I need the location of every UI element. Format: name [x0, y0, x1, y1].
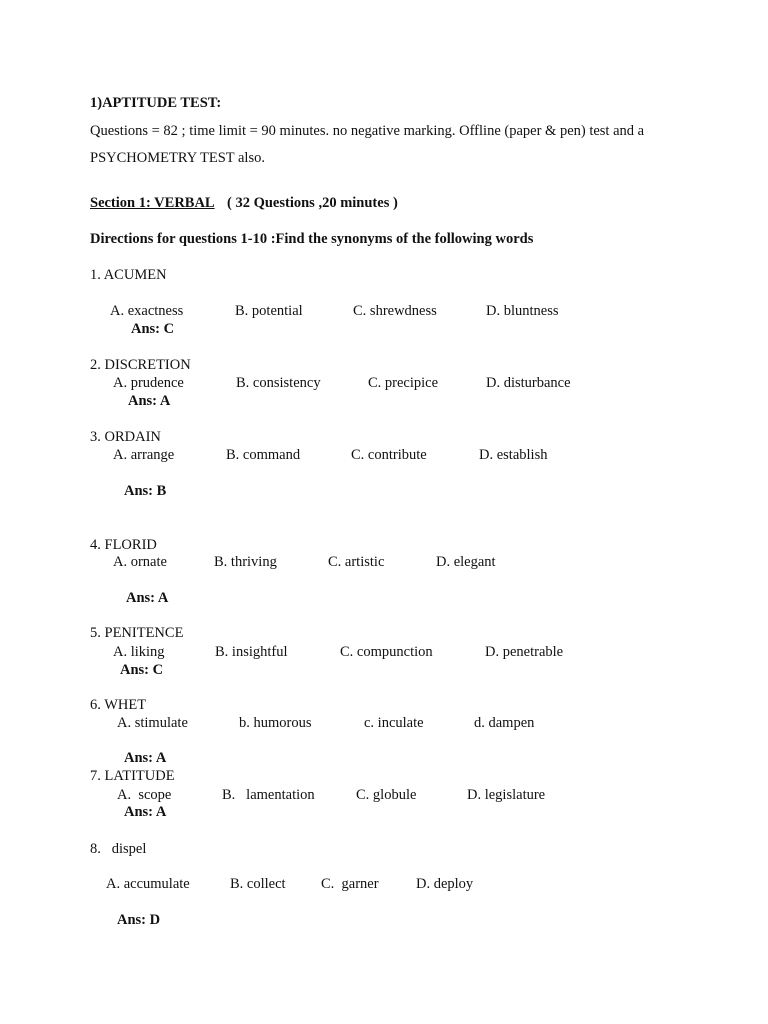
option-c: C. garner	[321, 876, 379, 892]
option-a: A. prudence	[113, 375, 184, 391]
option-b: B. collect	[230, 876, 286, 892]
option-d: d. dampen	[474, 715, 535, 731]
directions: Directions for questions 1-10 :Find the synonyms of the following words	[90, 231, 534, 247]
option-b: B. thriving	[214, 554, 277, 570]
question-word: 8. dispel	[90, 841, 147, 857]
option-d: D. bluntness	[486, 303, 559, 319]
answer: Ans: A	[128, 393, 171, 409]
option-d: D. elegant	[436, 554, 496, 570]
option-d: D. establish	[479, 447, 548, 463]
question-word: 3. ORDAIN	[90, 429, 161, 445]
option-a: A. ornate	[113, 554, 167, 570]
option-c: c. inculate	[364, 715, 424, 731]
option-d: D. legislature	[467, 787, 546, 803]
option-a: A. arrange	[113, 447, 175, 463]
answer: Ans: C	[120, 662, 164, 678]
option-d: D. disturbance	[486, 375, 571, 391]
question-word: 4. FLORID	[90, 537, 157, 553]
option-d: D. deploy	[416, 876, 474, 892]
option-b: b. humorous	[239, 715, 312, 731]
answer: Ans: D	[117, 912, 161, 928]
section-title: Section 1: VERBAL	[90, 195, 215, 211]
option-a: A. accumulate	[106, 876, 190, 892]
intro-line-1: Questions = 82 ; time limit = 90 minutes. no negative marking. Offline (paper & pen) test and a	[90, 123, 645, 139]
option-b: B. command	[226, 447, 301, 463]
question-word: 6. WHET	[90, 697, 147, 713]
option-b: B. potential	[235, 303, 303, 319]
answer: Ans: A	[126, 590, 169, 606]
option-b: B. lamentation	[222, 787, 315, 803]
intro-line-2: PSYCHOMETRY TEST also.	[90, 150, 265, 166]
option-c: C. contribute	[351, 447, 427, 463]
option-c: C. globule	[356, 787, 417, 803]
option-d: D. penetrable	[485, 644, 564, 660]
option-a: A. stimulate	[117, 715, 188, 731]
answer: Ans: A	[124, 804, 167, 820]
answer: Ans: A	[124, 750, 167, 766]
option-a: A. scope	[117, 787, 172, 803]
answer: Ans: C	[131, 321, 175, 337]
answer: Ans: B	[124, 483, 167, 499]
option-b: B. consistency	[236, 375, 321, 391]
option-b: B. insightful	[215, 644, 288, 660]
option-c: C. shrewdness	[353, 303, 437, 319]
section-meta: ( 32 Questions ,20 minutes )	[227, 195, 398, 211]
option-a: A. exactness	[110, 303, 184, 319]
page-heading: 1)APTITUDE TEST:	[90, 95, 222, 111]
question-word: 1. ACUMEN	[90, 267, 167, 283]
option-c: C. artistic	[328, 554, 385, 570]
question-word: 2. DISCRETION	[90, 357, 191, 373]
option-c: C. precipice	[368, 375, 439, 391]
option-c: C. compunction	[340, 644, 433, 660]
question-word: 5. PENITENCE	[90, 625, 184, 641]
question-word: 7. LATITUDE	[90, 768, 175, 784]
option-a: A. liking	[113, 644, 165, 660]
